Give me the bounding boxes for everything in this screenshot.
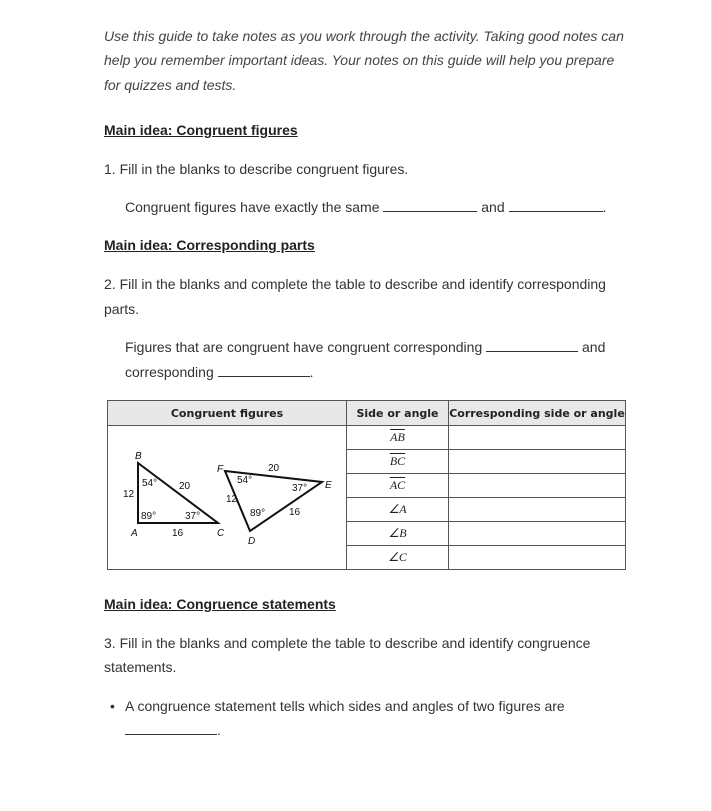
intro-line: Use this guide to take notes as you work through the activity. Taking good notes can	[104, 28, 624, 44]
period: .	[602, 199, 607, 215]
fill-sentence-2b	[125, 364, 314, 380]
answer-cell[interactable]	[449, 474, 626, 498]
blank-field[interactable]	[218, 364, 310, 377]
sentence-text: Figures that are congruent have congruent corresponding	[125, 339, 483, 355]
question-2: 2. Fill in the blanks and complete the table to describe and identify corresponding	[104, 276, 606, 292]
part-cell: $\overline{AB}$	[347, 426, 449, 450]
sentence-text: and	[481, 199, 505, 215]
intro-line: for quizzes and tests.	[104, 77, 237, 93]
vertex-label: D	[248, 536, 256, 547]
part-cell: ∠C	[347, 546, 449, 570]
intro-line: help you remember important ideas. Your notes on this guide will help you prepare	[104, 52, 615, 68]
bullet-icon: •	[110, 698, 115, 714]
section-heading: Main idea: Corresponding parts	[104, 237, 315, 253]
side-label: 12	[226, 494, 238, 505]
blank-field[interactable]	[383, 199, 477, 212]
question-3: 3. Fill in the blanks and complete the table to describe and identify congruence	[104, 635, 591, 651]
side-label: 16	[289, 507, 301, 518]
part-cell: $\overline{AC}$	[347, 474, 449, 498]
sentence-text: corresponding	[125, 364, 214, 380]
side-label: 12	[123, 489, 135, 500]
header-congruent-figures: Congruent figures	[108, 401, 347, 426]
part-cell: $\overline{BC}$	[347, 450, 449, 474]
period: .	[309, 364, 314, 380]
fill-sentence-1	[125, 199, 606, 215]
angle-label: 54°	[142, 478, 158, 489]
blank-field[interactable]	[509, 199, 603, 212]
question-2: parts.	[104, 301, 140, 317]
answer-cell[interactable]	[449, 450, 626, 474]
side-label: 16	[172, 528, 184, 539]
section-heading: Main idea: Congruent figures	[104, 122, 298, 138]
blank-field[interactable]	[486, 339, 578, 352]
vertex-label: A	[131, 528, 138, 539]
sentence-text: and	[582, 339, 606, 355]
section-heading: Main idea: Congruence statements	[104, 596, 336, 612]
congruent-triangles-figure	[107, 426, 345, 572]
vertex-label: C	[217, 528, 225, 539]
question-1: 1. Fill in the blanks to describe congruent figures.	[104, 161, 409, 177]
part-cell: ∠A	[347, 498, 449, 522]
angle-label: 37°	[292, 483, 308, 494]
angle-label: 89°	[250, 508, 266, 519]
blank-field[interactable]	[125, 722, 217, 735]
answer-cell[interactable]	[449, 522, 626, 546]
vertex-label: B	[135, 451, 142, 462]
bullet-text: A congruence statement tells which sides and angles of two figures are	[125, 698, 565, 714]
vertex-label: F	[217, 464, 224, 475]
sentence-text: Congruent figures have exactly the same	[125, 199, 380, 215]
question-3: statements.	[104, 659, 177, 675]
period: .	[217, 722, 221, 738]
answer-cell[interactable]	[449, 546, 626, 570]
fill-sentence-2	[125, 339, 605, 355]
side-label: 20	[268, 463, 280, 474]
angle-label: 89°	[141, 511, 157, 522]
bullet-blank-line	[125, 722, 221, 738]
header-side-or-angle: Side or angle	[347, 401, 449, 426]
side-label: 20	[179, 481, 191, 492]
answer-cell[interactable]	[449, 426, 626, 450]
angle-label: 37°	[185, 511, 201, 522]
answer-cell[interactable]	[449, 498, 626, 522]
header-corresponding: Corresponding side or angle	[449, 401, 626, 426]
part-cell: ∠B	[347, 522, 449, 546]
angle-label: 54°	[237, 475, 253, 486]
vertex-label: E	[325, 480, 332, 491]
